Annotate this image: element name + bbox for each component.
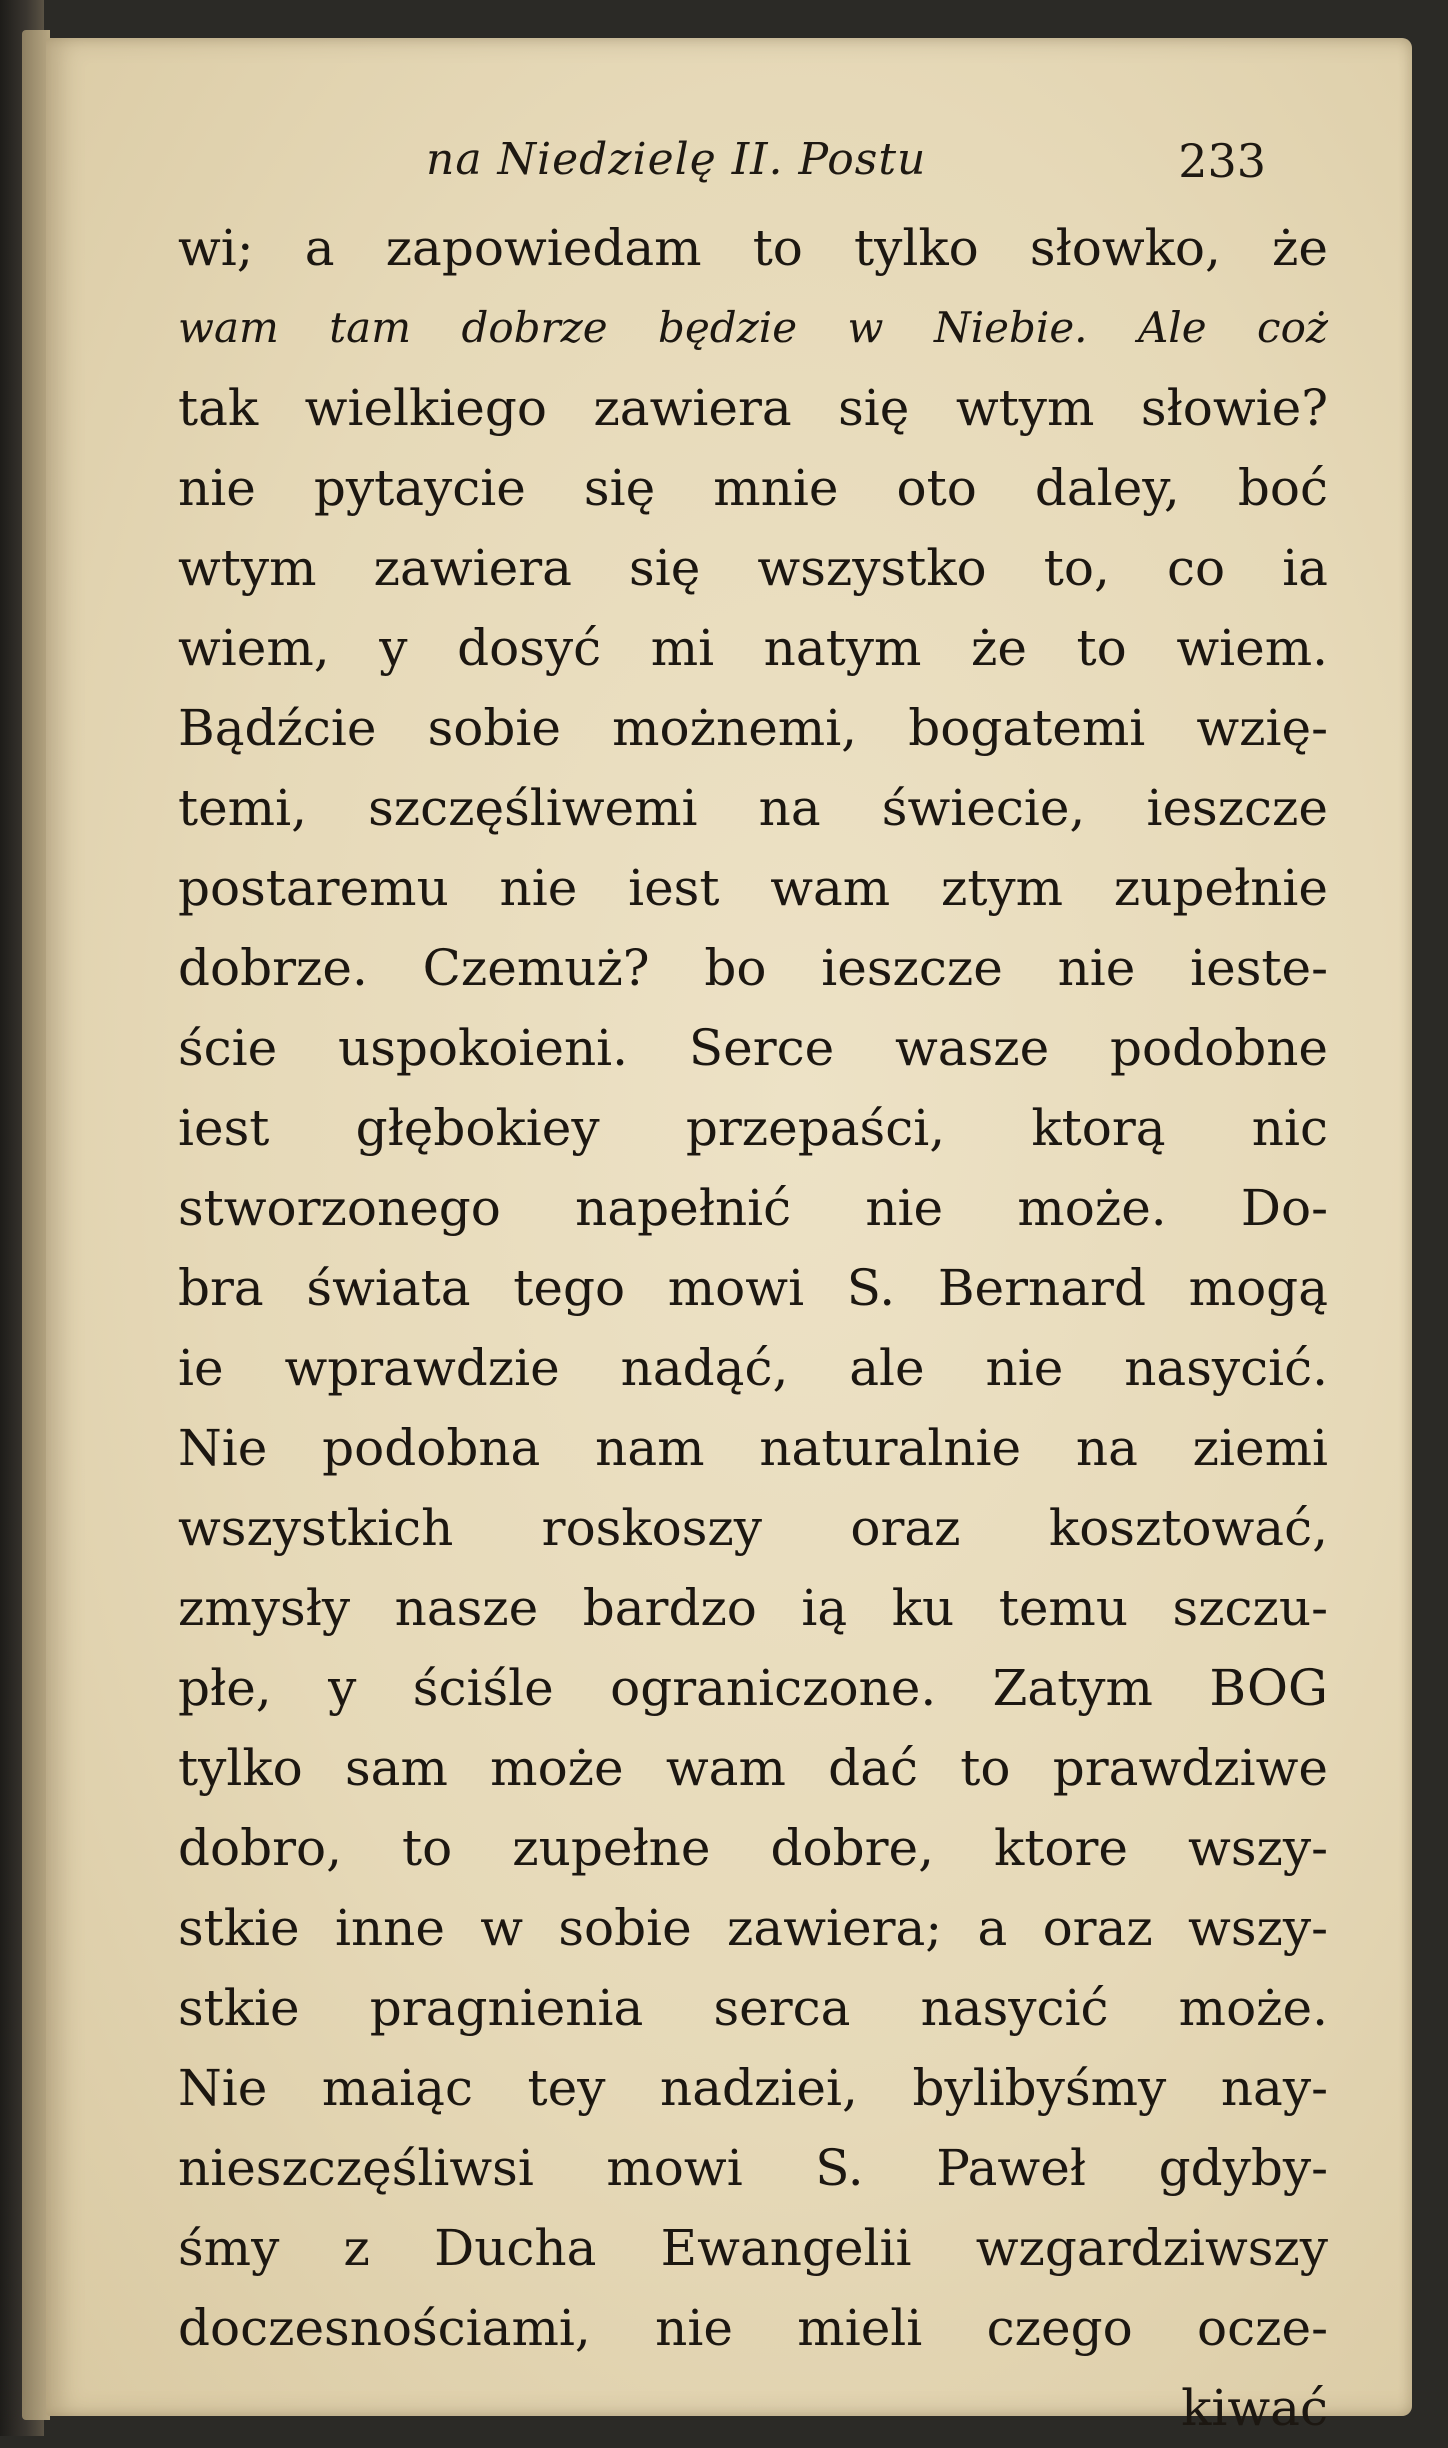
text-line: stkie pragnienia serca nasycić może.: [178, 1979, 1328, 2037]
text-line: temi, szczęśliwemi na świecie, ieszcze: [178, 779, 1328, 837]
text-line: ście uspokoieni. Serce wasze podobne: [178, 1019, 1328, 1077]
text-line: bra świata tego mowi S. Bernard mogą: [178, 1259, 1328, 1317]
text-line: dobro, to zupełne dobre, ktore wszy-: [178, 1819, 1328, 1877]
page-number: 233: [1178, 134, 1266, 188]
text-line: wiem, y dosyć mi natym że to wiem.: [178, 619, 1328, 677]
text-line: stworzonego napełnić nie może. Do-: [178, 1179, 1328, 1237]
text-line: kiwać: [1181, 2379, 1328, 2437]
page-header: [366, 134, 1326, 204]
book-page: [46, 38, 1412, 2437]
text-line: płe, y ściśle ograniczone. Zatym BOG: [178, 1659, 1328, 1717]
text-line: postaremu nie iest wam ztym zupełnie: [178, 859, 1328, 917]
text-line: tak wielkiego zawiera się wtym słowie?: [178, 379, 1328, 437]
text-line: doczesnościami, nie mieli czego ocze-: [178, 2299, 1328, 2357]
text-line: nie pytaycie się mnie oto daley, boć: [178, 459, 1328, 517]
text-line: Nie podobna nam naturalnie na ziemi: [178, 1419, 1328, 1477]
body-text: [178, 208, 1328, 2448]
text-line: wi; a zapowiedam to tylko słowko, że: [178, 219, 1328, 277]
text-line: tylko sam może wam dać to prawdziwe: [178, 1739, 1328, 1797]
text-line: wtym zawiera się wszystko to, co ia: [178, 539, 1328, 597]
text-line: zmysły nasze bardzo ią ku temu szczu-: [178, 1579, 1328, 1637]
text-line: wam tam dobrze będzie w Niebie. Ale coż: [178, 303, 1328, 352]
text-line: Nie maiąc tey nadziei, bylibyśmy nay-: [178, 2059, 1328, 2117]
text-line: nieszczęśliwsi mowi S. Paweł gdyby-: [178, 2139, 1328, 2197]
text-line: wszystkich roskoszy oraz kosztować,: [178, 1499, 1328, 1557]
text-line: ie wprawdzie nadąć, ale nie nasycić.: [178, 1339, 1328, 1397]
text-line: Bądźcie sobie możnemi, bogatemi wzię-: [178, 699, 1328, 757]
running-title: na Niedzielę II. Postu: [426, 134, 927, 185]
text-line: iest głębokiey przepaści, ktorą nic: [178, 1099, 1328, 1157]
text-line: śmy z Ducha Ewangelii wzgardziwszy: [178, 2219, 1328, 2277]
text-line: stkie inne w sobie zawiera; a oraz wszy-: [178, 1899, 1328, 1957]
text-line: dobrze. Czemuż? bo ieszcze nie ieste-: [178, 939, 1328, 997]
